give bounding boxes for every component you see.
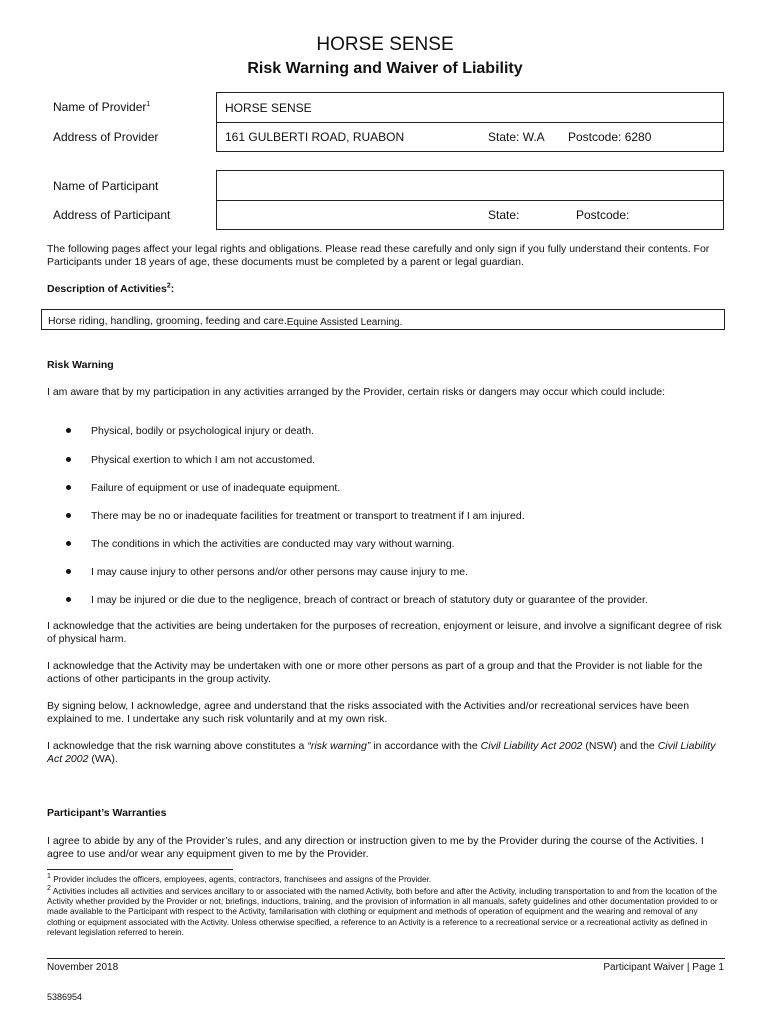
footnote-2: $^2$ Activities includes all activities and services ancillary to or associated with the named Activity, both before and after the Activity, including transportation to and from the location of the Activity whether provided by the Provider or not, briefings, inductions, training, and the provision of information in all manuals, safety guidelines and other documentation provided to or made available to the Participant with respect to the Activity, familarisation with clothing or equipment and methods of operation of equipment and the wearing and removal of any clothing or equipment associated with the Activity. Unless otherwise specified, a reference to an Activity is a reference to a recreational service or a recreational activity as defined in relevant legislation referred to herein. bbox=[47, 885, 718, 937]
footnote-separator bbox=[47, 869, 233, 870]
activities-label: Description of Activities$^2$: bbox=[47, 282, 175, 295]
footnote-1: $^1$ Provider includes the officers, employees, agents, contractors, franchisees and assigns of the Provider. bbox=[47, 873, 432, 884]
bullet-icon bbox=[66, 428, 71, 433]
participant-box bbox=[216, 170, 724, 230]
acknowledgement-4: I acknowledge that the risk warning above constitutes a “risk warning” in accordance with the Civil Liability Act 2002 (NSW) and the Civil Liability Act 2002 (WA). bbox=[47, 740, 716, 765]
bullet-icon bbox=[66, 597, 71, 602]
activities-value: Horse riding, handling, grooming, feeding and care.Equine Assisted Learning. bbox=[48, 315, 403, 328]
participant-name-label: Name of Participant bbox=[53, 179, 159, 193]
risk-warning-heading: Risk Warning bbox=[47, 359, 114, 371]
provider-box bbox=[216, 92, 724, 152]
participant-postcode-label: Postcode: bbox=[576, 208, 630, 222]
provider-postcode: Postcode: 6280 bbox=[568, 130, 652, 144]
document-id: 5386954 bbox=[47, 992, 83, 1002]
participant-address-label: Address of Participant bbox=[53, 208, 171, 222]
provider-name-label: Name of Provider$^1$ bbox=[53, 100, 151, 114]
acknowledgement-1: I acknowledge that the activities are being undertaken for the purposes of recreation, enjoyment or leisure, and involve a significant degree of risk of physical harm. bbox=[47, 620, 722, 645]
risk-item: Physical exertion to which I am not accustomed. bbox=[66, 454, 315, 466]
footer-date: November 2018 bbox=[47, 962, 119, 973]
risk-item: I may be injured or die due to the negligence, breach of contract or breach of statutory duty or guarantee of the provider. bbox=[66, 594, 648, 606]
risk-item: The conditions in which the activities are conducted may vary without warning. bbox=[66, 538, 455, 550]
bullet-icon bbox=[66, 485, 71, 490]
bullet-icon bbox=[66, 513, 71, 518]
document-subtitle: Risk Warning and Waiver of Liability bbox=[247, 60, 523, 77]
provider-box-divider bbox=[217, 122, 723, 123]
participant-box-divider bbox=[217, 200, 723, 201]
risk-item: I may cause injury to other persons and/or other persons may cause injury to me. bbox=[66, 566, 468, 578]
acknowledgement-3: By signing below, I acknowledge, agree and understand that the risks associated with the Activities and/or recreational services have been explained to me. I undertake any such risk voluntarily and at my own risk. bbox=[47, 700, 690, 725]
footer-rule bbox=[47, 958, 725, 959]
risk-warning-intro: I am aware that by my participation in any activities arranged by the Provider, certain risks or dangers may occur which could include: bbox=[47, 386, 666, 398]
warranties-heading: Participant’s Warranties bbox=[47, 807, 167, 819]
document-title: HORSE SENSE bbox=[316, 34, 454, 55]
participant-name-field[interactable] bbox=[225, 179, 715, 195]
risk-item: Failure of equipment or use of inadequate equipment. bbox=[66, 482, 340, 494]
participant-state-label: State: bbox=[488, 208, 520, 222]
provider-address-label: Address of Provider bbox=[53, 130, 159, 144]
bullet-icon bbox=[66, 569, 71, 574]
footer-page: Participant Waiver | Page 1 bbox=[603, 962, 724, 973]
risk-item: Physical, bodily or psychological injury or death. bbox=[66, 425, 314, 437]
risk-item: There may be no or inadequate facilities for treatment or transport to treatment if I am injured. bbox=[66, 510, 525, 522]
provider-address-field[interactable]: 161 GULBERTI ROAD, RUABON bbox=[225, 130, 405, 144]
provider-state: State: W.A bbox=[488, 130, 545, 144]
bullet-icon bbox=[66, 457, 71, 462]
warranties-text: I agree to abide by any of the Provider’s rules, and any direction or instruction given to me by the Provider during the course of the Activities. I agree to use and/or wear any equipment given to me by the Provider. bbox=[47, 835, 704, 860]
bullet-icon bbox=[66, 541, 71, 546]
intro-text: The following pages affect your legal rights and obligations. Please read these carefully and only sign if you fully understand their contents. For Participants under 18 years of age, these documents must be completed by a parent or legal guardian. bbox=[47, 243, 710, 268]
acknowledgement-2: I acknowledge that the Activity may be undertaken with one or more other persons as part of a group and that the Provider is not liable for the actions of other participants in the group activity. bbox=[47, 660, 703, 685]
provider-name-field[interactable]: HORSE SENSE bbox=[225, 101, 312, 115]
activities-box[interactable] bbox=[41, 309, 725, 330]
